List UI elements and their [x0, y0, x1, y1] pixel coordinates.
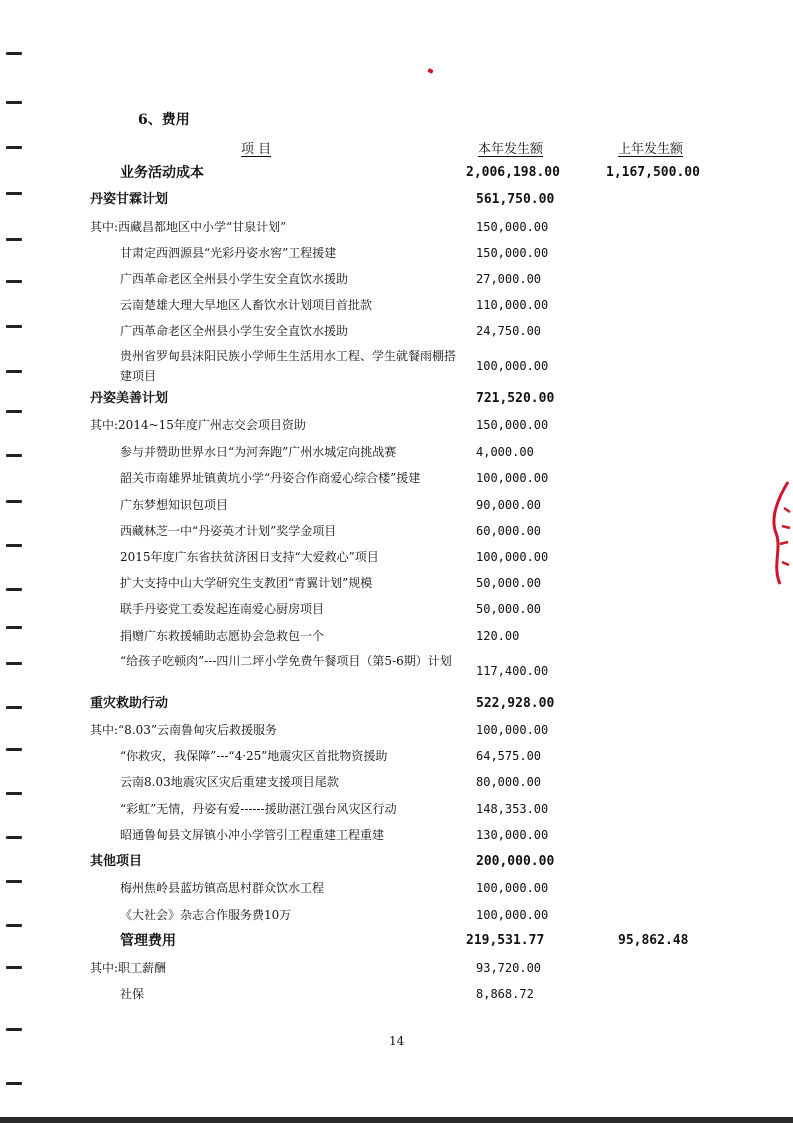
binder-mark [6, 52, 22, 55]
current-year-amount: 150,000.00 [476, 418, 549, 432]
row-label: 管理费用 [120, 933, 176, 949]
binder-mark [6, 1028, 22, 1031]
row-label: 其中:西藏昌都地区中小学“甘泉计划” [90, 220, 287, 234]
row-label: 其中:职工薪酬 [90, 961, 167, 975]
current-year-amount: 100,000.00 [476, 908, 549, 922]
binder-mark [6, 325, 22, 328]
row-label: 社保 [120, 987, 145, 1001]
current-year-amount: 100,000.00 [476, 471, 549, 485]
current-year-amount: 150,000.00 [476, 220, 549, 234]
current-year-amount: 50,000.00 [476, 602, 542, 616]
current-year-amount: 27,000.00 [476, 272, 542, 286]
current-year-amount: 148,353.00 [476, 802, 549, 816]
binder-mark [6, 410, 22, 413]
current-year-amount: 100,000.00 [476, 550, 549, 564]
current-year-amount: 90,000.00 [476, 498, 542, 512]
row-label: 联手丹姿党工委发起连南爱心厨房项目 [120, 602, 325, 616]
current-year-amount: 219,531.77 [466, 933, 545, 948]
current-year-amount: 110,000.00 [476, 298, 549, 312]
binder-mark [6, 748, 22, 751]
row-label: 梅州焦岭县蓝坊镇高思村群众饮水工程 [120, 881, 325, 895]
current-year-amount: 200,000.00 [476, 854, 555, 869]
current-year-amount: 100,000.00 [476, 881, 549, 895]
row-label: 其中:“8.03”云南鲁甸灾后救援服务 [90, 723, 278, 737]
current-year-amount: 721,520.00 [476, 391, 555, 406]
current-year-amount: 2,006,198.00 [466, 165, 560, 180]
row-label: 韶关市南雄界址镇黄坑小学“丹姿合作商爱心综合楼”援建 [120, 471, 421, 485]
binder-mark [6, 626, 22, 629]
previous-year-amount: 95,862.48 [618, 933, 689, 948]
row-label: 参与并赞助世界水日“为河奔跑”广州水城定向挑战赛 [120, 445, 397, 459]
row-label: “你救灾，我保障”---“4·25”地震灾区首批物资援助 [120, 749, 388, 763]
binder-mark [6, 192, 22, 195]
row-label: 捐赠广东救援辅助志愿协会急救包一个 [120, 629, 325, 643]
row-label: 业务活动成本 [120, 165, 204, 181]
row-label: 丹姿甘霖计划 [90, 192, 169, 207]
row-label: 贵州省罗甸县沫阳民族小学师生生活用水工程、学生就餐雨棚搭建项目 [120, 349, 457, 383]
current-year-amount: 561,750.00 [476, 192, 555, 207]
row-label: 西藏林芝一中“丹姿英才计划”奖学金项目 [120, 524, 337, 538]
row-label: 重灾救助行动 [90, 696, 169, 711]
row-label: 甘肃定西泗源县“光彩丹姿水窖”工程援建 [120, 246, 337, 260]
row-label: 广西革命老区全州县小学生安全直饮水援助 [120, 272, 349, 286]
current-year-amount: 24,750.00 [476, 324, 542, 338]
row-label: “彩虹”无情，丹姿有爱------援助湛江强台风灾区行动 [120, 802, 397, 816]
current-year-amount: 80,000.00 [476, 775, 542, 789]
current-year-amount: 130,000.00 [476, 828, 549, 842]
row-label: 扩大支持中山大学研究生支教团“青翼计划”规模 [120, 576, 373, 590]
row-label: 广东梦想知识包项目 [120, 498, 229, 512]
binder-mark [6, 238, 22, 241]
binder-mark [6, 101, 22, 104]
binder-mark [6, 500, 22, 503]
binder-mark [6, 544, 22, 547]
scan-edge [0, 1117, 793, 1123]
row-label: “给孩子吃顿肉”---四川二坪小学免费午餐项目（第5-6期）计划 [120, 654, 452, 668]
current-year-amount: 100,000.00 [476, 359, 549, 373]
binder-mark [6, 146, 22, 149]
current-year-amount: 522,928.00 [476, 696, 555, 711]
binder-mark [6, 966, 22, 969]
current-year-amount: 60,000.00 [476, 524, 542, 538]
current-year-amount: 8,868.72 [476, 987, 534, 1001]
row-label: 广西革命老区全州县小学生安全直饮水援助 [120, 324, 349, 338]
row-label: 其他项目 [90, 854, 143, 869]
binder-mark [6, 588, 22, 591]
binder-mark [6, 880, 22, 883]
row-label: 丹姿美善计划 [90, 391, 169, 406]
header-current-year: 本年发生额 [478, 142, 544, 157]
current-year-amount: 100,000.00 [476, 723, 549, 737]
page-number: 14 [389, 1034, 405, 1048]
binder-mark [6, 1082, 22, 1085]
binder-mark [6, 924, 22, 927]
binder-mark [6, 792, 22, 795]
binder-mark [6, 662, 22, 665]
current-year-amount: 120.00 [476, 629, 520, 643]
binder-mark [6, 706, 22, 709]
current-year-amount: 93,720.00 [476, 961, 542, 975]
current-year-amount: 50,000.00 [476, 576, 542, 590]
header-previous-year: 上年发生额 [618, 142, 684, 157]
previous-year-amount: 1,167,500.00 [606, 165, 700, 180]
row-label: 其中:2014~15年度广州志交会项目资助 [90, 418, 306, 432]
row-label: 《大社会》杂志合作服务费10万 [120, 908, 292, 922]
binder-mark [6, 454, 22, 457]
row-label: 昭通鲁甸县文屏镇小冲小学管引工程重建工程重建 [120, 828, 385, 842]
binder-mark [6, 836, 22, 839]
red-mark [427, 68, 433, 74]
current-year-amount: 64,575.00 [476, 749, 542, 763]
current-year-amount: 117,400.00 [476, 664, 549, 678]
row-label: 云南楚雄大理大旱地区人畜饮水计划项目首批款 [120, 298, 373, 312]
current-year-amount: 150,000.00 [476, 246, 549, 260]
row-label: 云南8.03地震灾区灾后重建支援项目尾款 [120, 775, 339, 789]
section-title: 6、费用 [138, 112, 190, 128]
header-item: 项 目 [241, 142, 272, 157]
red-seal-stamp [766, 478, 792, 588]
binder-mark [6, 280, 22, 283]
row-label: 2015年度广东省扶贫济困日支持“大爱救心”项目 [120, 550, 379, 564]
current-year-amount: 4,000.00 [476, 445, 534, 459]
binder-mark [6, 370, 22, 373]
